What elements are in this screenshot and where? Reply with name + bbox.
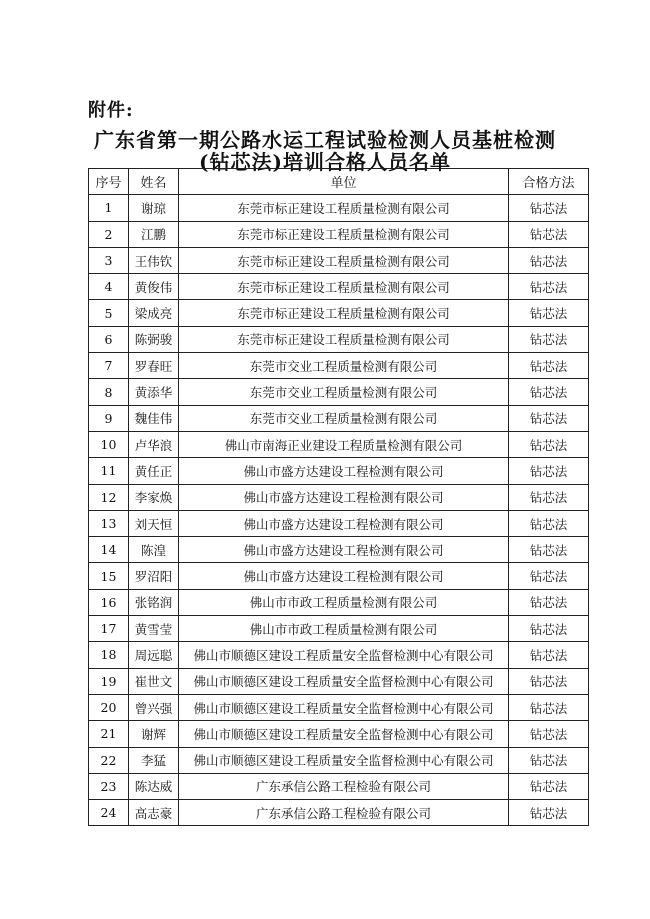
cell-unit: 佛山市顺德区建设工程质量安全监督检测中心有限公司 xyxy=(179,721,509,747)
cell-seq: 12 xyxy=(89,484,129,510)
cell-method: 钻芯法 xyxy=(509,431,589,457)
cell-name: 黄雪莹 xyxy=(129,616,179,642)
cell-name: 李猛 xyxy=(129,747,179,773)
cell-seq: 23 xyxy=(89,773,129,799)
cell-method: 钻芯法 xyxy=(509,274,589,300)
header-method: 合格方法 xyxy=(509,169,589,195)
cell-method: 钻芯法 xyxy=(509,589,589,615)
table-row xyxy=(89,800,589,826)
cell-name: 黄俊伟 xyxy=(129,274,179,300)
cell-seq: 24 xyxy=(89,800,129,826)
cell-seq: 13 xyxy=(89,510,129,536)
document-title-line1: 广东省第一期公路水运工程试验检测人员基桩检测 xyxy=(94,128,556,152)
qualified-personnel-table xyxy=(88,168,589,826)
cell-method: 钻芯法 xyxy=(509,694,589,720)
cell-name: 魏佳伟 xyxy=(129,405,179,431)
cell-name: 黄添华 xyxy=(129,379,179,405)
table-body xyxy=(89,195,589,826)
cell-name: 谢辉 xyxy=(129,721,179,747)
cell-unit: 东莞市标正建设工程质量检测有限公司 xyxy=(179,274,509,300)
cell-unit: 东莞市标正建设工程质量检测有限公司 xyxy=(179,326,509,352)
cell-method: 钻芯法 xyxy=(509,405,589,431)
cell-unit: 佛山市市政工程质量检测有限公司 xyxy=(179,616,509,642)
table-row xyxy=(89,353,589,379)
cell-method: 钻芯法 xyxy=(509,773,589,799)
cell-name: 曾兴强 xyxy=(129,694,179,720)
table-row xyxy=(89,379,589,405)
cell-unit: 佛山市盛方达建设工程检测有限公司 xyxy=(179,537,509,563)
header-unit: 单位 xyxy=(179,169,509,195)
cell-unit: 佛山市顺德区建设工程质量安全监督检测中心有限公司 xyxy=(179,747,509,773)
cell-seq: 20 xyxy=(89,694,129,720)
cell-method: 钻芯法 xyxy=(509,221,589,247)
document-title-line2: (钻芯法)培训合格人员名单 xyxy=(199,150,451,174)
cell-name: 高志豪 xyxy=(129,800,179,826)
table-row xyxy=(89,773,589,799)
table-header-row xyxy=(89,169,589,195)
cell-name: 陈达威 xyxy=(129,773,179,799)
cell-seq: 14 xyxy=(89,537,129,563)
table-row xyxy=(89,221,589,247)
table-row xyxy=(89,589,589,615)
cell-name: 崔世文 xyxy=(129,668,179,694)
table-row xyxy=(89,431,589,457)
cell-name: 李家焕 xyxy=(129,484,179,510)
table-row xyxy=(89,747,589,773)
table-row xyxy=(89,510,589,536)
table-row xyxy=(89,642,589,668)
cell-name: 刘天恒 xyxy=(129,510,179,536)
cell-unit: 佛山市南海正业建设工程质量检测有限公司 xyxy=(179,431,509,457)
cell-method: 钻芯法 xyxy=(509,510,589,536)
cell-name: 谢琼 xyxy=(129,195,179,221)
header-name: 姓名 xyxy=(129,169,179,195)
cell-unit: 佛山市盛方达建设工程检测有限公司 xyxy=(179,458,509,484)
cell-name: 江鹏 xyxy=(129,221,179,247)
cell-name: 张铭润 xyxy=(129,589,179,615)
cell-unit: 东莞市标正建设工程质量检测有限公司 xyxy=(179,300,509,326)
table-row xyxy=(89,668,589,694)
cell-method: 钻芯法 xyxy=(509,721,589,747)
cell-seq: 7 xyxy=(89,353,129,379)
cell-unit: 佛山市顺德区建设工程质量安全监督检测中心有限公司 xyxy=(179,694,509,720)
table-row xyxy=(89,195,589,221)
cell-seq: 16 xyxy=(89,589,129,615)
cell-method: 钻芯法 xyxy=(509,668,589,694)
table-row xyxy=(89,300,589,326)
cell-name: 陈湟 xyxy=(129,537,179,563)
cell-seq: 11 xyxy=(89,458,129,484)
cell-name: 周远聪 xyxy=(129,642,179,668)
cell-method: 钻芯法 xyxy=(509,326,589,352)
cell-unit: 东莞市标正建设工程质量检测有限公司 xyxy=(179,221,509,247)
cell-method: 钻芯法 xyxy=(509,379,589,405)
cell-unit: 东莞市交业工程质量检测有限公司 xyxy=(179,379,509,405)
table-row xyxy=(89,326,589,352)
cell-seq: 17 xyxy=(89,616,129,642)
cell-method: 钻芯法 xyxy=(509,642,589,668)
cell-unit: 佛山市盛方达建设工程检测有限公司 xyxy=(179,484,509,510)
cell-unit: 佛山市市政工程质量检测有限公司 xyxy=(179,589,509,615)
cell-unit: 东莞市交业工程质量检测有限公司 xyxy=(179,405,509,431)
cell-method: 钻芯法 xyxy=(509,353,589,379)
attachment-label: 附件: xyxy=(88,100,134,121)
cell-unit: 广东承信公路工程检验有限公司 xyxy=(179,773,509,799)
cell-method: 钻芯法 xyxy=(509,800,589,826)
table-row xyxy=(89,405,589,431)
cell-name: 陈弼骏 xyxy=(129,326,179,352)
cell-name: 梁成亮 xyxy=(129,300,179,326)
cell-name: 黄任正 xyxy=(129,458,179,484)
cell-unit: 广东承信公路工程检验有限公司 xyxy=(179,800,509,826)
table-row xyxy=(89,616,589,642)
cell-method: 钻芯法 xyxy=(509,616,589,642)
table-row xyxy=(89,537,589,563)
cell-seq: 18 xyxy=(89,642,129,668)
cell-unit: 佛山市盛方达建设工程检测有限公司 xyxy=(179,563,509,589)
cell-seq: 2 xyxy=(89,221,129,247)
cell-seq: 8 xyxy=(89,379,129,405)
cell-method: 钻芯法 xyxy=(509,537,589,563)
cell-method: 钻芯法 xyxy=(509,747,589,773)
cell-method: 钻芯法 xyxy=(509,300,589,326)
cell-seq: 19 xyxy=(89,668,129,694)
cell-name: 罗沼阳 xyxy=(129,563,179,589)
cell-seq: 4 xyxy=(89,274,129,300)
cell-unit: 东莞市交业工程质量检测有限公司 xyxy=(179,353,509,379)
cell-method: 钻芯法 xyxy=(509,458,589,484)
cell-unit: 东莞市标正建设工程质量检测有限公司 xyxy=(179,195,509,221)
table-row xyxy=(89,458,589,484)
cell-unit: 佛山市盛方达建设工程检测有限公司 xyxy=(179,510,509,536)
cell-seq: 5 xyxy=(89,300,129,326)
table-row xyxy=(89,274,589,300)
cell-name: 王伟钦 xyxy=(129,247,179,273)
cell-seq: 6 xyxy=(89,326,129,352)
table-row xyxy=(89,694,589,720)
cell-method: 钻芯法 xyxy=(509,247,589,273)
cell-seq: 15 xyxy=(89,563,129,589)
cell-seq: 1 xyxy=(89,195,129,221)
cell-method: 钻芯法 xyxy=(509,484,589,510)
table-row xyxy=(89,721,589,747)
cell-seq: 3 xyxy=(89,247,129,273)
cell-method: 钻芯法 xyxy=(509,195,589,221)
cell-unit: 佛山市顺德区建设工程质量安全监督检测中心有限公司 xyxy=(179,668,509,694)
table-row xyxy=(89,484,589,510)
cell-unit: 佛山市顺德区建设工程质量安全监督检测中心有限公司 xyxy=(179,642,509,668)
cell-name: 罗春旺 xyxy=(129,353,179,379)
header-seq: 序号 xyxy=(89,169,129,195)
table-row xyxy=(89,247,589,273)
cell-name: 卢华浪 xyxy=(129,431,179,457)
cell-seq: 9 xyxy=(89,405,129,431)
table-row xyxy=(89,563,589,589)
cell-seq: 21 xyxy=(89,721,129,747)
cell-method: 钻芯法 xyxy=(509,563,589,589)
cell-unit: 东莞市标正建设工程质量检测有限公司 xyxy=(179,247,509,273)
cell-seq: 22 xyxy=(89,747,129,773)
cell-seq: 10 xyxy=(89,431,129,457)
